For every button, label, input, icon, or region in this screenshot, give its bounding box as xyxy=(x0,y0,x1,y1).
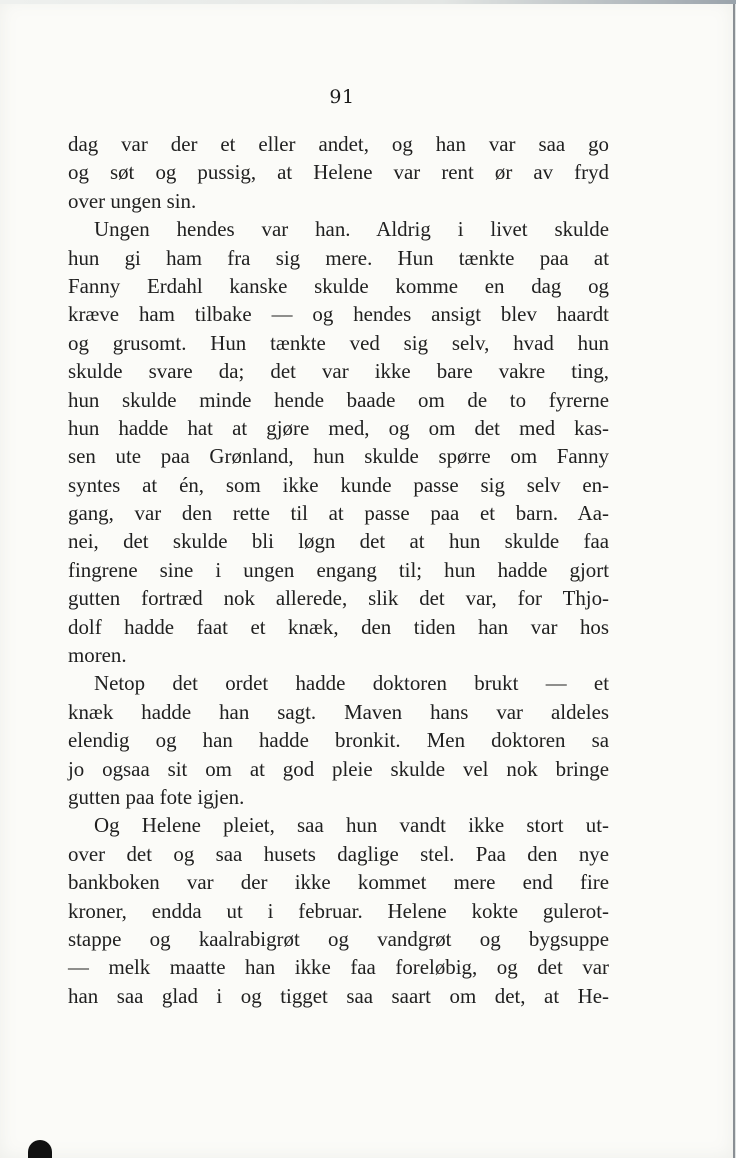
text-line: Ungen hendes var han. Aldrig i livet skulde xyxy=(94,217,609,242)
text-line: nei, det skulde bli løgn det at hun skulde faa xyxy=(68,529,609,554)
text-line: hun skulde minde hende baade om de to fyrerne xyxy=(68,387,609,412)
text-line: kroner, endda ut i februar. Helene kokte gulerot- xyxy=(68,898,609,923)
text-line: skulde svare da; det var ikke bare vakre ting, xyxy=(68,359,609,384)
text-line: og grusomt. Hun tænkte ved sig selv, hvad hun xyxy=(68,330,609,355)
text-line: Og Helene pleiet, saa hun vandt ikke stort ut- xyxy=(94,813,609,838)
text-line: sen ute paa Grønland, hun skulde spørre om Fanny xyxy=(68,444,609,469)
text-line: elendig og han hadde bronkit. Men doktoren sa xyxy=(68,728,609,753)
text-line: jo ogsaa sit om at god pleie skulde vel nok bringe xyxy=(68,756,609,781)
page-number: 91 xyxy=(329,86,355,108)
text-line: kræve ham tilbake — og hendes ansigt blev haardt xyxy=(68,302,609,327)
scan-corner-mark xyxy=(28,1140,52,1158)
text-line: hun gi ham fra sig mere. Hun tænkte paa at xyxy=(68,245,609,270)
text-line: over det og saa husets daglige stel. Paa den nye xyxy=(68,841,609,866)
text-line: — melk maatte han ikke faa foreløbig, og det var xyxy=(68,955,609,980)
text-line: Fanny Erdahl kanske skulde komme en dag og xyxy=(68,273,609,298)
text-line: han saa glad i og tigget saa saart om det, at He- xyxy=(68,983,609,1008)
text-line: over ungen sin. xyxy=(68,188,197,213)
text-line: Netop det ordet hadde doktoren brukt — et xyxy=(94,671,609,696)
text-line: fingrene sine i ungen engang til; hun hadde gjort xyxy=(68,557,609,582)
page-body-text xyxy=(68,130,609,1010)
text-line: hun hadde hat at gjøre med, og om det med kas- xyxy=(68,415,609,440)
text-line: stappe og kaalrabigrøt og vandgrøt og bygsuppe xyxy=(68,926,609,951)
scan-top-edge xyxy=(0,0,736,4)
text-line: og søt og pussig, at Helene var rent ør av fryd xyxy=(68,160,609,185)
text-line: syntes at én, som ikke kunde passe sig selv en- xyxy=(68,472,609,497)
text-line: dolf hadde faat et knæk, den tiden han var hos xyxy=(68,614,609,639)
text-line: dag var der et eller andet, og han var saa go xyxy=(68,132,609,156)
text-line: gutten paa fote igjen. xyxy=(68,784,245,809)
text-line: knæk hadde han sagt. Maven hans var aldeles xyxy=(68,699,609,724)
text-line: moren. xyxy=(68,643,127,668)
text-line: bankboken var der ikke kommet mere end fire xyxy=(68,870,609,895)
text-line: gutten fortræd nok allerede, slik det var, for Thjo- xyxy=(68,586,609,611)
text-line: gang, var den rette til at passe paa et barn. Aa- xyxy=(68,501,609,526)
